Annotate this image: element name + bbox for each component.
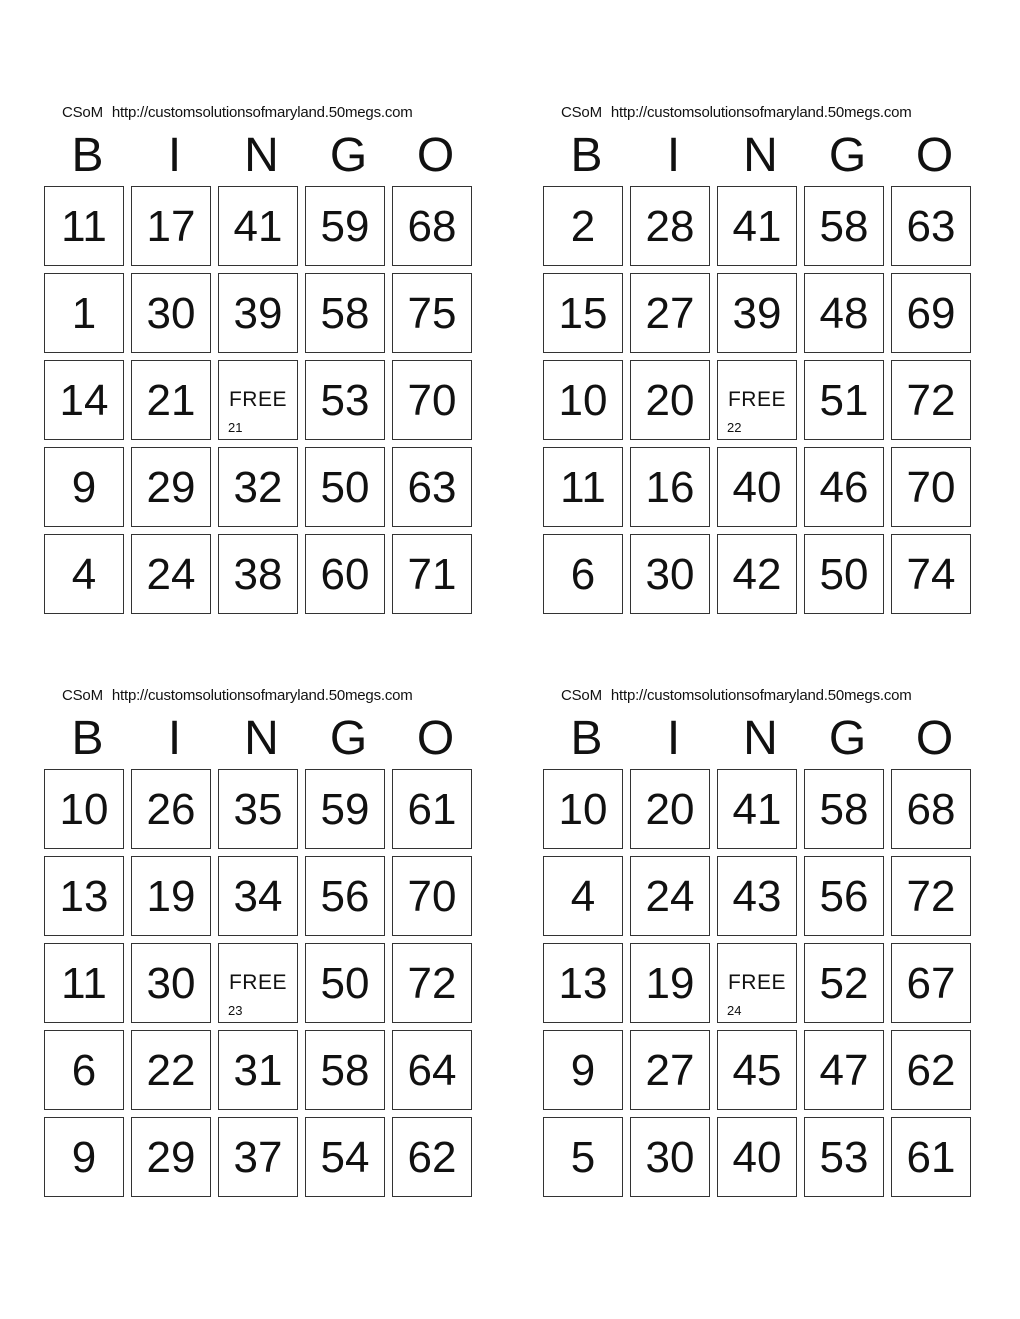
letter-n: N [244,712,279,765]
grid-cell: 61 [392,769,472,849]
grid-cell: 6 [44,1030,124,1110]
letter-n: N [244,129,279,182]
letter-o: O [416,712,455,765]
grid-cell: 53 [305,360,385,440]
letter-i: I [666,129,681,182]
grid-cell: 70 [392,360,472,440]
grid-cell: 35 [218,769,298,849]
grid-cell: 11 [44,943,124,1023]
grid-cell: 13 [543,943,623,1023]
card-header [62,104,413,121]
grid-cell: 41 [218,186,298,266]
grid-cell: 16 [630,447,710,527]
url-label: http://customsolutionsofmaryland.50megs.com [610,687,912,704]
letter-o: O [915,129,954,182]
grid-cell: 58 [804,769,884,849]
bingo-letters [44,713,480,765]
grid-cell: 28 [630,186,710,266]
grid-cell: 47 [804,1030,884,1110]
grid-cell: 75 [392,273,472,353]
grid-cell: 26 [131,769,211,849]
bingo-letters [543,130,979,182]
letter-g: G [329,129,368,182]
grid-cell: 43 [717,856,797,936]
grid-cell: 4 [543,856,623,936]
letter-g: G [329,712,368,765]
grid-cell: 2 [543,186,623,266]
grid-cell: 62 [392,1117,472,1197]
grid-cell: 11 [44,186,124,266]
letter-b: B [71,712,104,765]
letter-b: B [570,712,603,765]
free-space-cell [717,360,797,440]
grid-cell: 70 [392,856,472,936]
number-grid [543,186,979,622]
grid-cell: 30 [630,1117,710,1197]
grid-cell: 46 [804,447,884,527]
grid-cell: 58 [305,273,385,353]
bingo-card-4 [543,687,979,1207]
grid-cell: 41 [717,769,797,849]
grid-cell: 58 [305,1030,385,1110]
free-label: FREE [727,971,786,994]
grid-cell: 17 [131,186,211,266]
bingo-letters [543,713,979,765]
letter-o: O [915,712,954,765]
free-label: FREE [727,388,786,411]
grid-cell: 10 [543,769,623,849]
grid-cell: 40 [717,447,797,527]
letter-o: O [416,129,455,182]
grid-cell: 51 [804,360,884,440]
brand-label: CSoM [561,687,602,704]
grid-cell: 61 [891,1117,971,1197]
grid-cell: 9 [543,1030,623,1110]
grid-cell: 27 [630,273,710,353]
grid-cell: 63 [891,186,971,266]
number-grid [543,769,979,1205]
card-number: 23 [228,1003,243,1018]
free-space-cell [218,360,298,440]
card-header [561,104,912,121]
grid-cell: 29 [131,1117,211,1197]
card-number: 22 [727,420,742,435]
grid-cell: 6 [543,534,623,614]
free-label: FREE [228,388,287,411]
grid-cell: 72 [891,856,971,936]
grid-cell: 24 [131,534,211,614]
grid-cell: 56 [305,856,385,936]
grid-cell: 50 [305,943,385,1023]
grid-cell: 72 [392,943,472,1023]
grid-cell: 59 [305,186,385,266]
letter-n: N [743,712,778,765]
grid-cell: 34 [218,856,298,936]
grid-cell: 70 [891,447,971,527]
letter-g: G [828,129,867,182]
grid-cell: 30 [131,273,211,353]
url-label: http://customsolutionsofmaryland.50megs.com [610,104,912,121]
grid-cell: 62 [891,1030,971,1110]
grid-cell: 38 [218,534,298,614]
grid-cell: 59 [305,769,385,849]
grid-cell: 29 [131,447,211,527]
grid-cell: 40 [717,1117,797,1197]
free-label: FREE [228,971,287,994]
letter-n: N [743,129,778,182]
card-number: 21 [228,420,243,435]
grid-cell: 45 [717,1030,797,1110]
grid-cell: 50 [305,447,385,527]
grid-cell: 58 [804,186,884,266]
grid-cell: 69 [891,273,971,353]
grid-cell: 14 [44,360,124,440]
grid-cell: 53 [804,1117,884,1197]
bingo-card-2 [543,104,979,624]
grid-cell: 22 [131,1030,211,1110]
grid-cell: 31 [218,1030,298,1110]
grid-cell: 20 [630,769,710,849]
letter-g: G [828,712,867,765]
grid-cell: 60 [305,534,385,614]
url-label: http://customsolutionsofmaryland.50megs.com [111,104,413,121]
grid-cell: 48 [804,273,884,353]
letter-i: I [167,129,182,182]
grid-cell: 39 [717,273,797,353]
grid-cell: 68 [392,186,472,266]
url-label: http://customsolutionsofmaryland.50megs.com [111,687,413,704]
card-header [62,687,413,704]
grid-cell: 15 [543,273,623,353]
grid-cell: 30 [630,534,710,614]
brand-label: CSoM [62,687,103,704]
grid-cell: 54 [305,1117,385,1197]
bingo-card-1 [44,104,480,624]
grid-cell: 24 [630,856,710,936]
grid-cell: 56 [804,856,884,936]
grid-cell: 32 [218,447,298,527]
free-space-cell [717,943,797,1023]
grid-cell: 37 [218,1117,298,1197]
grid-cell: 63 [392,447,472,527]
grid-cell: 13 [44,856,124,936]
grid-cell: 68 [891,769,971,849]
grid-cell: 19 [131,856,211,936]
grid-cell: 41 [717,186,797,266]
grid-cell: 19 [630,943,710,1023]
grid-cell: 5 [543,1117,623,1197]
bingo-card-3 [44,687,480,1207]
grid-cell: 21 [131,360,211,440]
grid-cell: 71 [392,534,472,614]
brand-label: CSoM [62,104,103,121]
grid-cell: 42 [717,534,797,614]
grid-cell: 11 [543,447,623,527]
letter-i: I [167,712,182,765]
grid-cell: 74 [891,534,971,614]
grid-cell: 1 [44,273,124,353]
grid-cell: 10 [44,769,124,849]
card-header [561,687,912,704]
grid-cell: 30 [131,943,211,1023]
grid-cell: 72 [891,360,971,440]
grid-cell: 9 [44,1117,124,1197]
grid-cell: 64 [392,1030,472,1110]
letter-b: B [570,129,603,182]
grid-cell: 4 [44,534,124,614]
grid-cell: 9 [44,447,124,527]
grid-cell: 27 [630,1030,710,1110]
grid-cell: 67 [891,943,971,1023]
grid-cell: 10 [543,360,623,440]
letter-b: B [71,129,104,182]
free-space-cell [218,943,298,1023]
letter-i: I [666,712,681,765]
bingo-letters [44,130,480,182]
number-grid [44,186,480,622]
grid-cell: 39 [218,273,298,353]
number-grid [44,769,480,1205]
grid-cell: 50 [804,534,884,614]
grid-cell: 20 [630,360,710,440]
grid-cell: 52 [804,943,884,1023]
brand-label: CSoM [561,104,602,121]
card-number: 24 [727,1003,742,1018]
